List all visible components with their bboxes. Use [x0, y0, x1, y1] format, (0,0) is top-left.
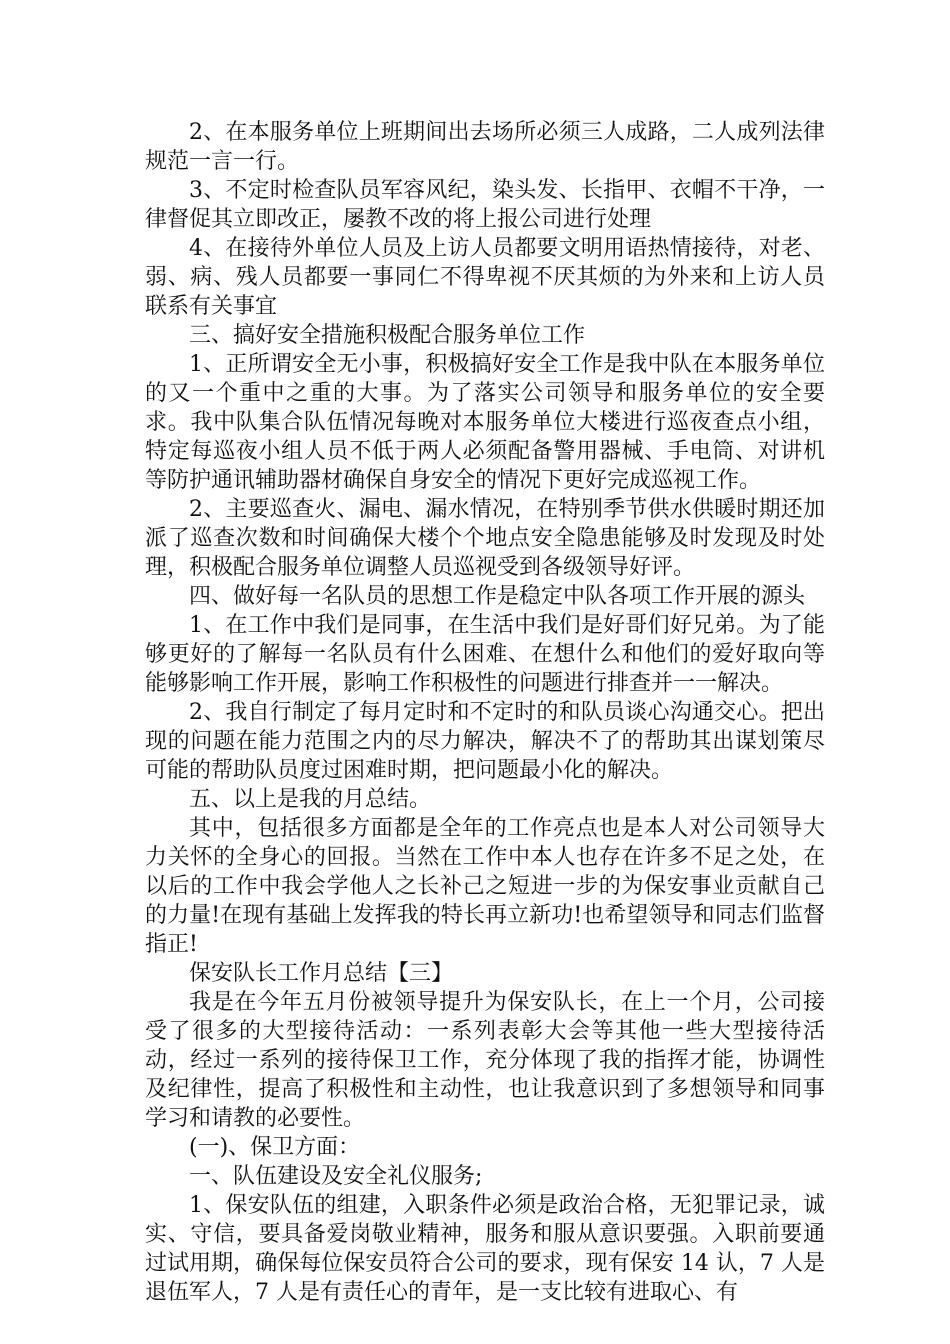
document-body	[145, 118, 825, 1307]
paragraph: 其中，包括很多方面都是全年的工作亮点也是本人对公司领导大力关怀的全身心的回报。当然在工作中本人也存在许多不足之处，在以后的工作中我会学他人之长补己之短进一步的为保安事业贡献自己的力量!在现有基础上发挥我的特长再立新功!也希望领导和同志们监督指正!	[145, 816, 825, 957]
paragraph: 1、保安队伍的组建，入职条件必须是政治合格，无犯罪记录，诚实、守信，要具备爱岗敬业精神，服务和服从意识要强。入职前要通过试用期，确保每位保安员符合公司的要求，现有保安 14 认，7 人是退伍军人，7 人是有责任心的青年，是一支比较有进取心、有	[145, 1193, 825, 1305]
paragraph: 3、不定时检查队员军容风纪，染头发、长指甲、衣帽不干净，一律督促其立即改正，屡教不改的将上报公司进行处理	[145, 178, 825, 232]
paragraph: 2、我自行制定了每月定时和不定时的和队员谈心沟通交心。把出现的问题在能力范围之内的尽力解决，解决不了的帮助其出谋划策尽可能的帮助队员度过困难时期，把问题最小化的解决。	[145, 700, 825, 783]
paragraph: 2、在本服务单位上班期间出去场所必须三人成路，二人成列法律规范一言一行。	[145, 120, 825, 174]
paragraph: 4、在接待外单位人员及上访人员都要文明用语热情接待，对老、弱、病、残人员都要一事同仁不得卑视不厌其烦的为外来和上访人员联系有关事宜	[145, 236, 825, 319]
paragraph: 2、主要巡查火、漏电、漏水情况，在特别季节供水供暖时期还加派了巡查次数和时间确保大楼个个地点安全隐患能够及时发现及时处理，积极配合服务单位调整人员巡视受到各级领导好评。	[145, 497, 825, 580]
section-heading: 五、以上是我的月总结。	[189, 787, 432, 812]
section-heading: (一)、保卫方面：	[189, 1135, 361, 1160]
section-heading: 一、队伍建设及安全礼仪服务;	[189, 1164, 483, 1189]
section-heading: 三、搞好安全措施积极配合服务单位工作	[189, 323, 586, 348]
paragraph: 1、正所谓安全无小事，积极搞好安全工作是我中队在本服务单位的又一个重中之重的大事。为了落实公司领导和服务单位的安全要求。我中队集合队伍情况每晚对本服务单位大楼进行巡夜查点小组，特定每巡夜小组人员不低于两人必须配备警用器械、手电筒、对讲机等防护通讯辅助器材确保自身安全的情况下更好完成巡视工作。	[145, 352, 825, 493]
section-heading: 四、做好每一名队员的思想工作是稳定中队各项工作开展的源头	[189, 584, 806, 609]
paragraph: 1、在工作中我们是同事，在生活中我们是好哥们好兄弟。为了能够更好的了解每一名队员有什么困难、在想什么和他们的爱好取向等能够影响工作开展，影响工作积极性的问题进行排查并一一解决。	[145, 613, 825, 696]
paragraph: 我是在今年五月份被领导提升为保安队长，在上一个月，公司接受了很多的大型接待活动：一系列表彰大会等其他一些大型接待活动，经过一系列的接待保卫工作，充分体现了我的指挥才能，协调性及纪律性，提高了积极性和主动性，也让我意识到了多想领导和同事学习和请教的必要性。	[145, 990, 825, 1131]
article-title: 保安队长工作月总结【三】	[189, 961, 454, 986]
